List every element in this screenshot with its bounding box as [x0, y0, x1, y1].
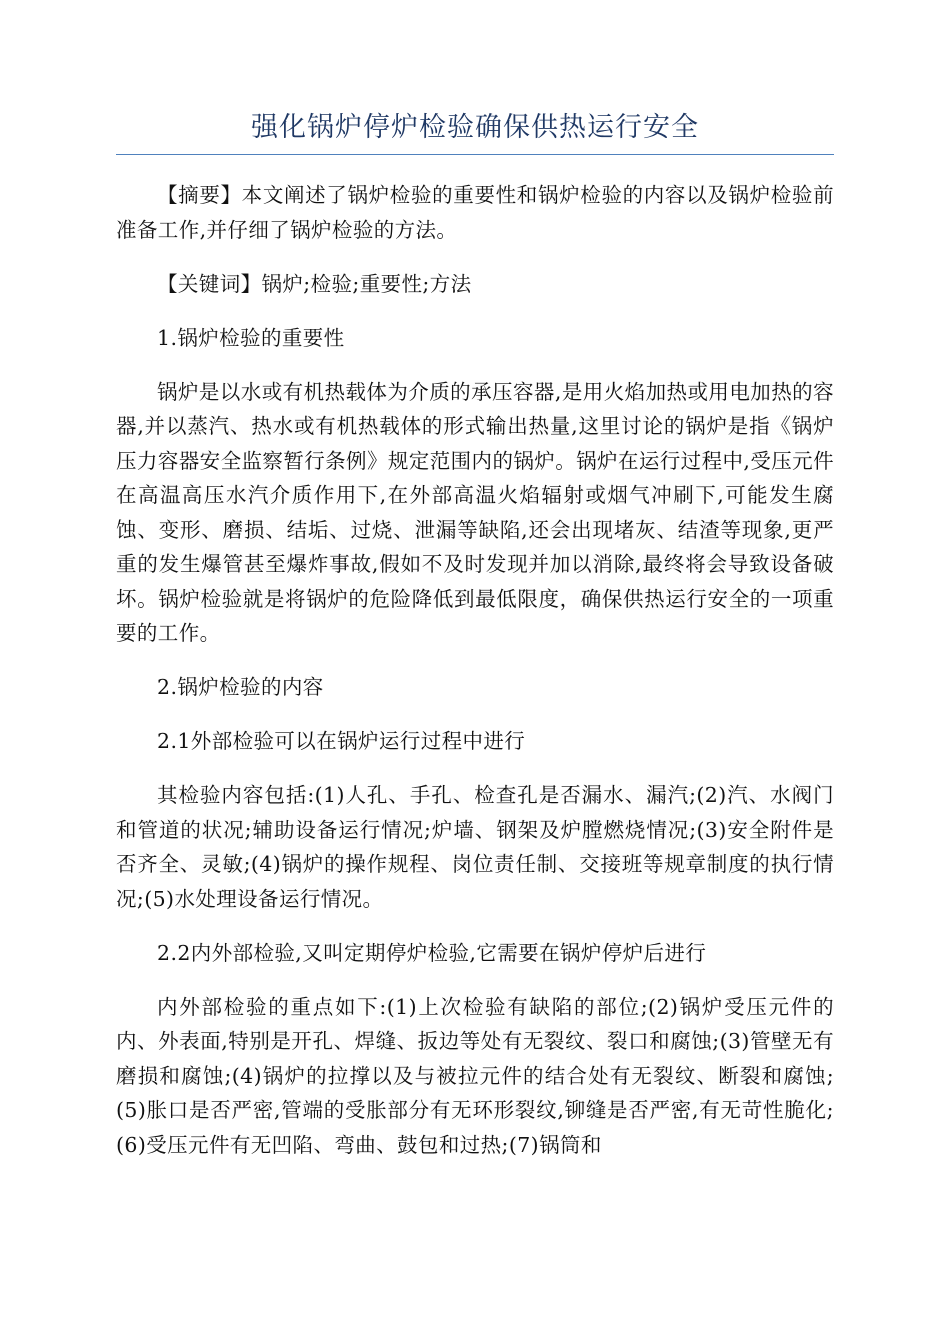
- body-paragraph: 锅炉是以水或有机热载体为介质的承压容器,是用火焰加热或用电加热的容器,并以蒸汽、热水或有机热载体的形式输出热量,这里讨论的锅炉是指《锅炉压力容器安全监察暂行条例》规定范围内的锅炉。锅炉在运行过程中,受压元件在高温高压水汽介质作用下,在外部高温火焰辐射或烟气冲刷下,可能发生腐蚀、变形、磨损、结垢、过烧、泄漏等缺陷,还会出现堵灰、结渣等现象,更严重的发生爆管甚至爆炸事故,假如不及时发现并加以消除,最终将会导致设备破坏。锅炉检验就是将锅炉的危险降低到最低限度，确保供热运行安全的一项重要的工作。: [116, 379, 834, 645]
- body-paragraph: 其检验内容包括:(1)人孔、手孔、检查孔是否漏水、漏汽;(2)汽、水阀门和管道的状况;辅助设备运行情况;炉墙、钢架及炉膛燃烧情况;(3)安全附件是否齐全、灵敏;(4)锅炉的操作规程、岗位责任制、交接班等规章制度的执行情况;(5)水处理设备运行情况。: [116, 783, 834, 911]
- subsection-heading-2-1: 2.1外部检验可以在锅炉运行过程中进行: [157, 729, 526, 753]
- abstract-paragraph: 【摘要】本文阐述了锅炉检验的重要性和锅炉检验的内容以及锅炉检验前准备工作,并仔细了锅炉检验的方法。: [116, 183, 834, 242]
- section-heading-2: 2.锅炉检验的内容: [157, 675, 324, 699]
- body-paragraph: 内外部检验的重点如下:(1)上次检验有缺陷的部位;(2)锅炉受压元件的内、外表面,特别是开孔、焊缝、扳边等处有无裂纹、裂口和腐蚀;(3)管壁无有磨损和腐蚀;(4)锅炉的拉撑以及与被拉元件的结合处有无裂纹、断裂和腐蚀;(5)胀口是否严密,管端的受胀部分有无环形裂纹,铆缝是否严密,有无苛性脆化;(6)受压元件有无凹陷、弯曲、鼓包和过热;(7)锅筒和: [116, 994, 834, 1157]
- document-title: 强化锅炉停炉检验确保供热运行安全: [251, 112, 699, 143]
- subsection-heading-2-2: 2.2内外部检验,又叫定期停炉检验,它需要在锅炉停炉后进行: [157, 940, 707, 965]
- keywords-paragraph: 【关键词】锅炉;检验;重要性;方法: [157, 271, 472, 296]
- section-heading-1: 1.锅炉检验的重要性: [157, 325, 345, 350]
- document-body: [116, 178, 834, 1182]
- title-underline: [116, 154, 834, 155]
